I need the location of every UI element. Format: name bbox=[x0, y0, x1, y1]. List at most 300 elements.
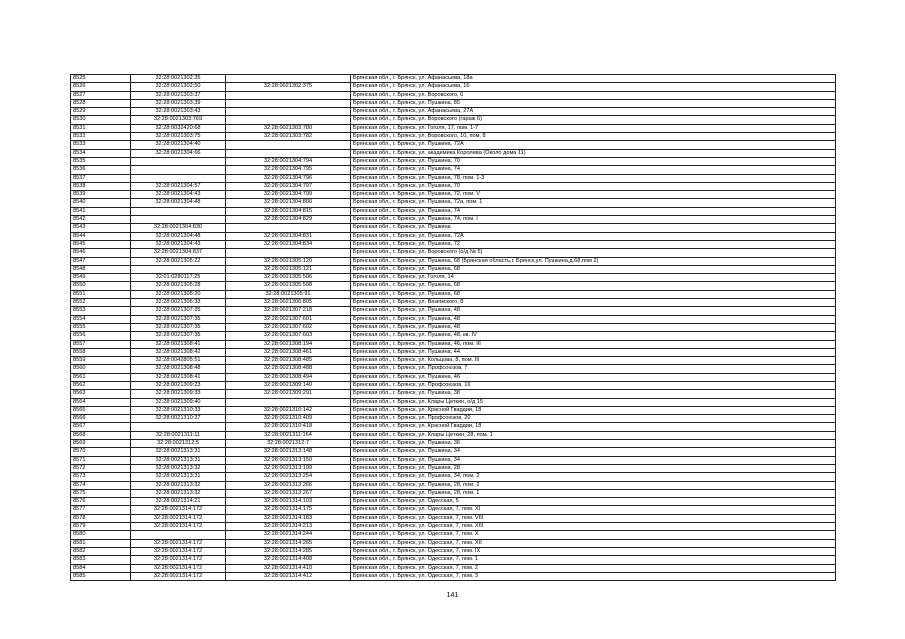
row-number-cell: 8553 bbox=[71, 307, 131, 315]
table-row bbox=[71, 489, 836, 497]
address-cell: Брянская обл., г. Брянск, ул. Афанасьева, 16 bbox=[351, 83, 836, 91]
table-row bbox=[71, 216, 836, 224]
address-cell: Брянская обл., г. Брянск, ул. Пушкина, 74 bbox=[351, 207, 836, 215]
row-number-cell: 8550 bbox=[71, 282, 131, 290]
row-number-cell: 8526 bbox=[71, 83, 131, 91]
object-cadastral-number-cell bbox=[226, 141, 351, 149]
object-cadastral-number-cell: 32:28:0021314:408 bbox=[226, 556, 351, 564]
land-cadastral-number-cell: 32:28:0021303:43 bbox=[131, 108, 226, 116]
table-row bbox=[71, 381, 836, 389]
land-cadastral-number-cell: 32:28:0021305:28 bbox=[131, 282, 226, 290]
land-cadastral-number-cell: 32:28:0021314:172 bbox=[131, 539, 226, 547]
address-cell: Брянская обл., г. Брянск, ул. Пушкина, 70 bbox=[351, 182, 836, 190]
address-cell: Брянская обл., г. Брянск, ул. Профсоюзов, 16 bbox=[351, 381, 836, 389]
object-cadastral-number-cell: 32:28:0021313:199 bbox=[226, 464, 351, 472]
address-cell: Брянская обл., г. Брянск, ул. Пушкина, 38 bbox=[351, 390, 836, 398]
object-cadastral-number-cell: 32:28:0021305:506 bbox=[226, 274, 351, 282]
row-number-cell: 8541 bbox=[71, 207, 131, 215]
land-cadastral-number-cell: 32:28:0021305:22 bbox=[131, 257, 226, 265]
land-cadastral-number-cell: 32:28:0021309:33 bbox=[131, 390, 226, 398]
address-cell: Брянская обл., г. Брянск, ул. Одесская, 7, пом. X bbox=[351, 531, 836, 539]
address-cell: Брянская обл., г. Брянск, ул. Одесская, 7, пом. 2 bbox=[351, 564, 836, 572]
address-cell: Брянская обл., г. Брянск, ул. Пушкина, 74 bbox=[351, 166, 836, 174]
address-cell: Брянская обл., г. Брянск, ул. Пушкина, 68 bbox=[351, 265, 836, 273]
row-number-cell: 8537 bbox=[71, 174, 131, 182]
table-row bbox=[71, 539, 836, 547]
row-number-cell: 8575 bbox=[71, 489, 131, 497]
table-row bbox=[71, 108, 836, 116]
table-row bbox=[71, 332, 836, 340]
row-number-cell: 8530 bbox=[71, 116, 131, 124]
land-cadastral-number-cell: 32:28:0021304:66 bbox=[131, 149, 226, 157]
land-cadastral-number-cell: 32:28:0021313:32 bbox=[131, 481, 226, 489]
row-number-cell: 8525 bbox=[71, 75, 131, 83]
address-cell: Брянская обл., г. Брянск, ул. Одесская, 7, пом. XII bbox=[351, 539, 836, 547]
table-row bbox=[71, 365, 836, 373]
table-row bbox=[71, 91, 836, 99]
row-number-cell: 8556 bbox=[71, 332, 131, 340]
table-row bbox=[71, 149, 836, 157]
address-cell: Брянская обл., г. Брянск, ул. Воровского (о/д № 5) bbox=[351, 249, 836, 257]
table-row bbox=[71, 141, 836, 149]
land-cadastral-number-cell bbox=[131, 423, 226, 431]
row-number-cell: 8567 bbox=[71, 423, 131, 431]
address-cell: Брянская обл., г. Брянск, ул. Красной Гвардии, 18 bbox=[351, 406, 836, 414]
registry-table-body bbox=[71, 75, 836, 581]
table-row bbox=[71, 133, 836, 141]
object-cadastral-number-cell: 32:28:0021304:834 bbox=[226, 240, 351, 248]
address-cell: Брянская обл., г. Брянск, ул. Пушкина, 36 bbox=[351, 440, 836, 448]
object-cadastral-number-cell: 32:28:0021303:782 bbox=[226, 133, 351, 141]
table-row bbox=[71, 406, 836, 414]
address-cell: Брянская обл., г. Брянск, ул. Пушкина, 68 bbox=[351, 282, 836, 290]
row-number-cell: 8539 bbox=[71, 191, 131, 199]
land-cadastral-number-cell: 32:28:0021311:11 bbox=[131, 431, 226, 439]
table-row bbox=[71, 564, 836, 572]
address-cell: Брянская обл., г. Брянск, ул. Пушкина, 44 bbox=[351, 348, 836, 356]
row-number-cell: 8542 bbox=[71, 216, 131, 224]
row-number-cell: 8566 bbox=[71, 415, 131, 423]
object-cadastral-number-cell: 32:28:0021308:494 bbox=[226, 373, 351, 381]
row-number-cell: 8569 bbox=[71, 440, 131, 448]
table-row bbox=[71, 124, 836, 132]
table-row bbox=[71, 315, 836, 323]
object-cadastral-number-cell: 32:28:0021310:418 bbox=[226, 423, 351, 431]
row-number-cell: 8547 bbox=[71, 257, 131, 265]
address-cell: Брянская обл., г. Брянск, ул. Пушкина, 68 bbox=[351, 290, 836, 298]
object-cadastral-number-cell: 32:28:0021311:164 bbox=[226, 431, 351, 439]
table-row bbox=[71, 431, 836, 439]
table-row bbox=[71, 299, 836, 307]
table-row bbox=[71, 514, 836, 522]
table-row bbox=[71, 340, 836, 348]
table-row bbox=[71, 265, 836, 273]
address-cell: Брянская обл., г. Брянск, ул. Одесская, 5 bbox=[351, 498, 836, 506]
object-cadastral-number-cell: 32:28:0021307:601 bbox=[226, 315, 351, 323]
object-cadastral-number-cell bbox=[226, 224, 351, 232]
table-row bbox=[71, 274, 836, 282]
land-cadastral-number-cell: 32:28:0021307:35 bbox=[131, 332, 226, 340]
row-number-cell: 8554 bbox=[71, 315, 131, 323]
object-cadastral-number-cell bbox=[226, 91, 351, 99]
object-cadastral-number-cell: 32:28:0021310:409 bbox=[226, 415, 351, 423]
table-row bbox=[71, 398, 836, 406]
table-row bbox=[71, 481, 836, 489]
table-row bbox=[71, 257, 836, 265]
address-cell: Брянская обл., г. Брянск, ул. Пушкина, 72А bbox=[351, 141, 836, 149]
land-cadastral-number-cell bbox=[131, 174, 226, 182]
address-cell: Брянская обл., г. Брянск, ул. Гоголя, 14 bbox=[351, 274, 836, 282]
row-number-cell: 8555 bbox=[71, 323, 131, 331]
address-cell: Брянская обл., г. Брянск, ул. Пушкина, 72 bbox=[351, 240, 836, 248]
land-cadastral-number-cell: 32:28:0021313:31 bbox=[131, 473, 226, 481]
row-number-cell: 8545 bbox=[71, 240, 131, 248]
land-cadastral-number-cell: 32:28:0021304:48 bbox=[131, 199, 226, 207]
row-number-cell: 8540 bbox=[71, 199, 131, 207]
object-cadastral-number-cell: 32:28:0021304:831 bbox=[226, 232, 351, 240]
land-cadastral-number-cell: 32:28:0021313:31 bbox=[131, 448, 226, 456]
table-row bbox=[71, 199, 836, 207]
object-cadastral-number-cell bbox=[226, 398, 351, 406]
object-cadastral-number-cell: 32:28:0021314:175 bbox=[226, 506, 351, 514]
object-cadastral-number-cell: 32:28:0021305:508 bbox=[226, 282, 351, 290]
table-row bbox=[71, 556, 836, 564]
address-cell: Брянская обл., г. Брянск, ул. Клары Цеткин, 28, пом. 1 bbox=[351, 431, 836, 439]
row-number-cell: 8585 bbox=[71, 572, 131, 580]
table-row bbox=[71, 390, 836, 398]
row-number-cell: 8546 bbox=[71, 249, 131, 257]
address-cell: Брянская обл., г. Брянск, ул. Пушкина, 48, кв. IV bbox=[351, 332, 836, 340]
object-cadastral-number-cell: 32:28:0021305:120 bbox=[226, 257, 351, 265]
row-number-cell: 8579 bbox=[71, 523, 131, 531]
table-row bbox=[71, 357, 836, 365]
row-number-cell: 8534 bbox=[71, 149, 131, 157]
address-cell: Брянская обл., г. Брянск, ул. Одесская, 7, пом. VIII bbox=[351, 514, 836, 522]
object-cadastral-number-cell: 32:28:0021314:410 bbox=[226, 564, 351, 572]
table-row bbox=[71, 506, 836, 514]
object-cadastral-number-cell: 32:28:0021304:800 bbox=[226, 199, 351, 207]
address-cell: Брянская обл., г. Брянск, ул. Гоголя, 17, пом. 1-7 bbox=[351, 124, 836, 132]
address-cell: Брянская обл., г. Брянск, ул. Одесская, 7, пом. IX bbox=[351, 547, 836, 555]
row-number-cell: 8544 bbox=[71, 232, 131, 240]
land-cadastral-number-cell bbox=[131, 207, 226, 215]
address-cell: Брянская обл., г. Брянск, ул. Афанасьева, 27А bbox=[351, 108, 836, 116]
land-cadastral-number-cell: 32:28:0021310:37 bbox=[131, 415, 226, 423]
row-number-cell: 8538 bbox=[71, 182, 131, 190]
row-number-cell: 8527 bbox=[71, 91, 131, 99]
object-cadastral-number-cell: 32:28:0021309:140 bbox=[226, 381, 351, 389]
table-row bbox=[71, 448, 836, 456]
land-cadastral-number-cell: 32:28:0021307:35 bbox=[131, 315, 226, 323]
land-cadastral-number-cell: 32:28:0021304:43 bbox=[131, 240, 226, 248]
object-cadastral-number-cell bbox=[226, 75, 351, 83]
table-row bbox=[71, 282, 836, 290]
table-row bbox=[71, 523, 836, 531]
address-cell: Брянская обл., г. Брянск, ул. Профсоюзов, 20 bbox=[351, 415, 836, 423]
object-cadastral-number-cell bbox=[226, 99, 351, 107]
row-number-cell: 8528 bbox=[71, 99, 131, 107]
object-cadastral-number-cell bbox=[226, 249, 351, 257]
row-number-cell: 8571 bbox=[71, 456, 131, 464]
row-number-cell: 8557 bbox=[71, 340, 131, 348]
address-cell: Брянская обл., г. Брянск, ул. академика Королева (Около дома 11) bbox=[351, 149, 836, 157]
land-cadastral-number-cell: 32:28:0021306:33 bbox=[131, 299, 226, 307]
table-row bbox=[71, 498, 836, 506]
address-cell: Брянская обл., г. Брянск, ул. Одесская, 7, пом. 1 bbox=[351, 556, 836, 564]
table-row bbox=[71, 547, 836, 555]
row-number-cell: 8549 bbox=[71, 274, 131, 282]
land-cadastral-number-cell: 32:28:0021314:172 bbox=[131, 556, 226, 564]
land-cadastral-number-cell: 32:28:0021308:42 bbox=[131, 348, 226, 356]
object-cadastral-number-cell: 32:28:0021313:150 bbox=[226, 456, 351, 464]
object-cadastral-number-cell: 32:28:0021304:794 bbox=[226, 157, 351, 165]
table-row bbox=[71, 373, 836, 381]
row-number-cell: 8529 bbox=[71, 108, 131, 116]
row-number-cell: 8562 bbox=[71, 381, 131, 389]
land-cadastral-number-cell: 32:28:0021303:39 bbox=[131, 99, 226, 107]
table-row bbox=[71, 348, 836, 356]
row-number-cell: 8584 bbox=[71, 564, 131, 572]
row-number-cell: 8536 bbox=[71, 166, 131, 174]
land-cadastral-number-cell: 32:28:0021312:5 bbox=[131, 440, 226, 448]
land-cadastral-number-cell: 32:28:0021313:31 bbox=[131, 456, 226, 464]
land-cadastral-number-cell: 32:28:0021314:172 bbox=[131, 564, 226, 572]
row-number-cell: 8581 bbox=[71, 539, 131, 547]
land-cadastral-number-cell: 32:28:0032420:68 bbox=[131, 124, 226, 132]
address-cell: Брянская обл., г. Брянск, ул. Пушкина, 28 bbox=[351, 464, 836, 472]
address-cell: Брянская обл., г. Брянск, ул. Одесская, 7, пом. 3 bbox=[351, 572, 836, 580]
object-cadastral-number-cell: 32:28:0021304:799 bbox=[226, 191, 351, 199]
land-cadastral-number-cell: 32:28:0021302:50 bbox=[131, 83, 226, 91]
address-cell: Брянская обл., г. Брянск, ул. Красной Гвардии, 18 bbox=[351, 423, 836, 431]
land-cadastral-number-cell: 32:28:0021313:32 bbox=[131, 464, 226, 472]
address-cell: Брянская обл., г. Брянск, ул. Пушкина, 46 bbox=[351, 373, 836, 381]
address-cell: Брянская обл., г. Брянск, ул. Пушкина, 78, пом. 1-3 bbox=[351, 174, 836, 182]
table-row bbox=[71, 290, 836, 298]
row-number-cell: 8551 bbox=[71, 290, 131, 298]
land-cadastral-number-cell: 32:28:0021313:32 bbox=[131, 489, 226, 497]
row-number-cell: 8552 bbox=[71, 299, 131, 307]
table-row bbox=[71, 572, 836, 580]
land-cadastral-number-cell bbox=[131, 157, 226, 165]
address-cell: Брянская обл., г. Брянск, ул. Профсоюзов, 7 bbox=[351, 365, 836, 373]
address-cell: Брянская обл., г. Брянск, ул. Пушкина, 72, пом. V bbox=[351, 191, 836, 199]
address-cell: Брянская обл., г. Брянск, ул. Клары Цеткин, о/д 15 bbox=[351, 398, 836, 406]
row-number-cell: 8583 bbox=[71, 556, 131, 564]
land-cadastral-number-cell: 32:28:0021303:769 bbox=[131, 116, 226, 124]
registry-table bbox=[70, 74, 836, 581]
table-row bbox=[71, 191, 836, 199]
row-number-cell: 8559 bbox=[71, 357, 131, 365]
land-cadastral-number-cell: 32:28:0021314:21 bbox=[131, 498, 226, 506]
land-cadastral-number-cell: 32:28:0021304:48 bbox=[131, 232, 226, 240]
address-cell: Брянская обл., г. Брянск, ул. Пушкина, 28, пом. 1 bbox=[351, 489, 836, 497]
object-cadastral-number-cell: 32:28:0021314:103 bbox=[226, 498, 351, 506]
land-cadastral-number-cell: 32:28:0021302:35 bbox=[131, 75, 226, 83]
object-cadastral-number-cell: 32:28:0021306:805 bbox=[226, 299, 351, 307]
table-row bbox=[71, 531, 836, 539]
address-cell: Брянская обл., г. Брянск, ул. Воровского (гараж 6) bbox=[351, 116, 836, 124]
row-number-cell: 8577 bbox=[71, 506, 131, 514]
object-cadastral-number-cell: 32:28:0021304:795 bbox=[226, 166, 351, 174]
land-cadastral-number-cell: 32:28:0021304:837 bbox=[131, 249, 226, 257]
row-number-cell: 8561 bbox=[71, 373, 131, 381]
row-number-cell: 8576 bbox=[71, 498, 131, 506]
object-cadastral-number-cell: 32:28:0021312:7 bbox=[226, 440, 351, 448]
address-cell: Брянская обл., г. Брянск, ул. Пушкина, 34 bbox=[351, 456, 836, 464]
page-number: 141 bbox=[446, 592, 459, 599]
object-cadastral-number-cell: 32:28:0021308:488 bbox=[226, 365, 351, 373]
address-cell: Брянская обл., г. Брянск, ул. Пушкина, 85 bbox=[351, 99, 836, 107]
row-number-cell: 8563 bbox=[71, 390, 131, 398]
address-cell: Брянская обл., г. Брянск, ул. Одесская, 7, пом. XIII bbox=[351, 523, 836, 531]
land-cadastral-number-cell: 32:28:0021304:43 bbox=[131, 191, 226, 199]
object-cadastral-number-cell: 32:28:0021314:265 bbox=[226, 539, 351, 547]
object-cadastral-number-cell: 32:28:0021304:797 bbox=[226, 182, 351, 190]
land-cadastral-number-cell: 32:28:0021310:33 bbox=[131, 406, 226, 414]
address-cell: Брянская обл., г. Брянск, ул. Кольцова, 8, пом. III bbox=[351, 357, 836, 365]
address-cell: Брянская обл., г. Брянск, ул. Вяземского, 8 bbox=[351, 299, 836, 307]
land-cadastral-number-cell: 32:28:0042805:51 bbox=[131, 357, 226, 365]
land-cadastral-number-cell: 32:28:0021304:830 bbox=[131, 224, 226, 232]
table-row bbox=[71, 75, 836, 83]
land-cadastral-number-cell: 32:28:0021304:40 bbox=[131, 141, 226, 149]
object-cadastral-number-cell: 32:28:0021307:602 bbox=[226, 323, 351, 331]
land-cadastral-number-cell: 32:28:0021309:23 bbox=[131, 381, 226, 389]
object-cadastral-number-cell: 32:28:0021309:291 bbox=[226, 390, 351, 398]
land-cadastral-number-cell: 32:28:0021307:35 bbox=[131, 323, 226, 331]
land-cadastral-number-cell bbox=[131, 166, 226, 174]
object-cadastral-number-cell: 32:28:0021308:194 bbox=[226, 340, 351, 348]
land-cadastral-number-cell: 32:28:0021308:48 bbox=[131, 365, 226, 373]
address-cell: Брянская обл., г. Брянск, ул. Пушкина, 48 bbox=[351, 315, 836, 323]
address-cell: Брянская обл., г. Брянск, ул. Пушкина bbox=[351, 224, 836, 232]
object-cadastral-number-cell: 32:28:0021305:121 bbox=[226, 265, 351, 273]
table-row bbox=[71, 182, 836, 190]
address-cell: Брянская обл., г. Брянск, ул. Пушкина, 48 bbox=[351, 307, 836, 315]
row-number-cell: 8574 bbox=[71, 481, 131, 489]
row-number-cell: 8560 bbox=[71, 365, 131, 373]
row-number-cell: 8531 bbox=[71, 124, 131, 132]
table-row bbox=[71, 83, 836, 91]
row-number-cell: 8573 bbox=[71, 473, 131, 481]
address-cell: Брянская обл., г. Брянск, ул. Пушкина, 68 (Брянская область,г. Брянск,ул. Пушкина,д.68,пом 2) bbox=[351, 257, 836, 265]
address-cell: Брянская обл., г. Брянск, ул. Пушкина, 72а, пом. 1 bbox=[351, 199, 836, 207]
object-cadastral-number-cell: 32:28:0021314:285 bbox=[226, 547, 351, 555]
table-row bbox=[71, 323, 836, 331]
table-row bbox=[71, 440, 836, 448]
address-cell: Брянская обл., г. Брянск, ул. Одесская, 7, пом. XI bbox=[351, 506, 836, 514]
object-cadastral-number-cell: 32:28:0021308:461 bbox=[226, 348, 351, 356]
object-cadastral-number-cell: 32:28:0021313:267 bbox=[226, 489, 351, 497]
table-row bbox=[71, 307, 836, 315]
table-row bbox=[71, 207, 836, 215]
object-cadastral-number-cell: 32:28:0021303:780 bbox=[226, 124, 351, 132]
table-row bbox=[71, 224, 836, 232]
address-cell: Брянская обл., г. Брянск, ул. Пушкина, 34, пом. 2 bbox=[351, 473, 836, 481]
table-row bbox=[71, 174, 836, 182]
land-cadastral-number-cell bbox=[131, 265, 226, 273]
table-row bbox=[71, 116, 836, 124]
object-cadastral-number-cell: 32:28:0021307:603 bbox=[226, 332, 351, 340]
object-cadastral-number-cell: 32:28:0021304:796 bbox=[226, 174, 351, 182]
row-number-cell: 8578 bbox=[71, 514, 131, 522]
land-cadastral-number-cell: 32:28:0021308:41 bbox=[131, 373, 226, 381]
address-cell: Брянская обл., г. Брянск, ул. Воровского, 10, пом. 8 bbox=[351, 133, 836, 141]
object-cadastral-number-cell: 32:28:0021313:254 bbox=[226, 473, 351, 481]
address-cell: Брянская обл., г. Брянск, ул. Воровского, 6 bbox=[351, 91, 836, 99]
address-cell: Брянская обл., г. Брянск, ул. Пушкина, 28, пом. 2 bbox=[351, 481, 836, 489]
land-cadastral-number-cell: 32:28:0021303:75 bbox=[131, 133, 226, 141]
land-cadastral-number-cell: 32:28:0021308:41 bbox=[131, 340, 226, 348]
object-cadastral-number-cell: 32:28:0021314:412 bbox=[226, 572, 351, 580]
address-cell: Брянская обл., г. Брянск, ул. Афанасьева, 18а bbox=[351, 75, 836, 83]
address-cell: Брянская обл., г. Брянск, ул. Пушкина, 72А bbox=[351, 232, 836, 240]
land-cadastral-number-cell: 32:28:0021314:172 bbox=[131, 547, 226, 555]
row-number-cell: 8533 bbox=[71, 141, 131, 149]
address-cell: Брянская обл., г. Брянск, ул. Пушкина, 48 bbox=[351, 323, 836, 331]
row-number-cell: 8572 bbox=[71, 464, 131, 472]
table-row bbox=[71, 473, 836, 481]
table-row bbox=[71, 232, 836, 240]
object-cadastral-number-cell: 32:28:0021308:485 bbox=[226, 357, 351, 365]
land-cadastral-number-cell: 32:28:0021314:172 bbox=[131, 506, 226, 514]
land-cadastral-number-cell: 32:28:0021314:172 bbox=[131, 572, 226, 580]
land-cadastral-number-cell: 32:28:0021309:40 bbox=[131, 398, 226, 406]
object-cadastral-number-cell: 32:28:0021310:142 bbox=[226, 406, 351, 414]
land-cadastral-number-cell: 32:28:0021305:20 bbox=[131, 290, 226, 298]
table-row bbox=[71, 157, 836, 165]
object-cadastral-number-cell: 32:28:0021314:183 bbox=[226, 514, 351, 522]
table-row bbox=[71, 423, 836, 431]
object-cadastral-number-cell: 32:28:0021304:829 bbox=[226, 216, 351, 224]
object-cadastral-number-cell bbox=[226, 108, 351, 116]
address-cell: Брянская обл., г. Брянск, ул. Пушкина, 74, пом. I bbox=[351, 216, 836, 224]
object-cadastral-number-cell bbox=[226, 116, 351, 124]
object-cadastral-number-cell: 32:28:0021305:91 bbox=[226, 290, 351, 298]
row-number-cell: 8532 bbox=[71, 133, 131, 141]
row-number-cell: 8548 bbox=[71, 265, 131, 273]
land-cadastral-number-cell bbox=[131, 216, 226, 224]
object-cadastral-number-cell bbox=[226, 149, 351, 157]
land-cadastral-number-cell: 32:28:0021307:35 bbox=[131, 307, 226, 315]
land-cadastral-number-cell: 32:28:0021314:172 bbox=[131, 523, 226, 531]
land-cadastral-number-cell: 32:28:0021303:37 bbox=[131, 91, 226, 99]
row-number-cell: 8570 bbox=[71, 448, 131, 456]
table-row bbox=[71, 249, 836, 257]
land-cadastral-number-cell: 32:28:0021314:172 bbox=[131, 514, 226, 522]
object-cadastral-number-cell: 32:28:0021302:375 bbox=[226, 83, 351, 91]
address-cell: Брянская обл., г. Брянск, ул. Пушкина, 34 bbox=[351, 448, 836, 456]
row-number-cell: 8543 bbox=[71, 224, 131, 232]
row-number-cell: 8565 bbox=[71, 406, 131, 414]
table-row bbox=[71, 99, 836, 107]
object-cadastral-number-cell: 32:28:0021313:148 bbox=[226, 448, 351, 456]
object-cadastral-number-cell: 32:28:0021314:213 bbox=[226, 523, 351, 531]
row-number-cell: 8568 bbox=[71, 431, 131, 439]
land-cadastral-number-cell: 32:28:0021304:57 bbox=[131, 182, 226, 190]
row-number-cell: 8564 bbox=[71, 398, 131, 406]
table-row bbox=[71, 166, 836, 174]
object-cadastral-number-cell: 32:28:0021307:218 bbox=[226, 307, 351, 315]
address-cell: Брянская обл., г. Брянск, ул. Пушкина, 70 bbox=[351, 157, 836, 165]
table-row bbox=[71, 456, 836, 464]
row-number-cell: 8580 bbox=[71, 531, 131, 539]
object-cadastral-number-cell: 32:28:0021314:244 bbox=[226, 531, 351, 539]
object-cadastral-number-cell: 32:28:0021313:266 bbox=[226, 481, 351, 489]
land-cadastral-number-cell: 32:01:0280117:25 bbox=[131, 274, 226, 282]
row-number-cell: 8535 bbox=[71, 157, 131, 165]
